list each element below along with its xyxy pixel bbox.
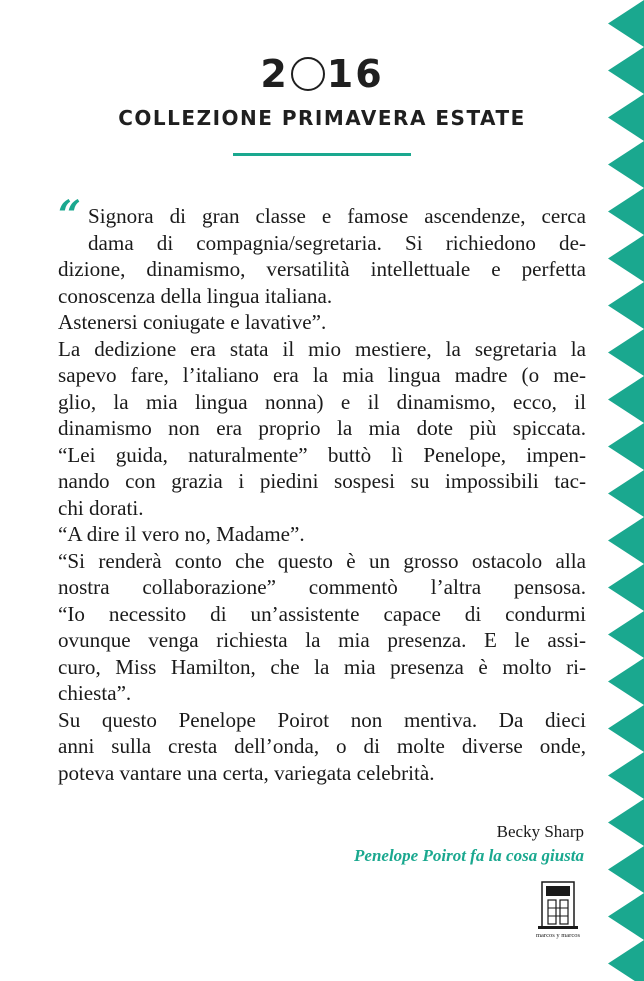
excerpt-line: La dedizione era stata il mio mestiere, la segretaria la [58, 336, 586, 361]
excerpt-line: nando con grazia i piedini sospesi su impossibili tac- [58, 469, 586, 493]
excerpt-line: chiesta”. [58, 681, 132, 705]
publisher-logo [530, 880, 586, 940]
excerpt-line: curo, Miss Hamilton, che la mia presenza è molto ri- [58, 654, 586, 679]
excerpt-line: nostra collaborazione” commentò l’altra pensosa. [58, 575, 586, 599]
excerpt-line: poteva vantare una certa, variegata celebrità. [58, 760, 435, 785]
title-divider [233, 153, 411, 156]
year-digit-right: 16 [326, 52, 384, 96]
collection-title: COLLEZIONE PRIMAVERA ESTATE [118, 106, 526, 130]
excerpt-line: glio, la mia lingua nonna) e il dinamismo, ecco, il [58, 389, 586, 414]
excerpt-line: “A dire il vero no, Madame”. [58, 522, 305, 546]
collection-year [0, 52, 644, 96]
excerpt-line: anni sulla cresta dell’onda, o di molte diverse onde, [58, 734, 586, 758]
year-digit-left: 2 [260, 52, 289, 96]
book-title: Penelope Poirot fa la cosa giusta [354, 846, 584, 865]
excerpt-line: conoscenza della lingua italiana. [58, 283, 333, 308]
zigzag-border [608, 0, 644, 981]
excerpt-line: ovunque venga richiesta la mia presenza. E le assi- [58, 628, 586, 652]
excerpt-line: “Lei guida, naturalmente” buttò lì Penelope, impen- [58, 442, 586, 467]
excerpt-text [58, 203, 586, 786]
excerpt-line: Su questo Penelope Poirot non mentiva. Da dieci [58, 707, 586, 732]
publisher-logo-text: marcos y marcos [535, 932, 581, 939]
excerpt-line: dinamismo non era proprio la mia dote più spiccata. [58, 416, 586, 440]
excerpt-line: dama di compagnia/segretaria. Si richiedono de- [88, 230, 586, 255]
excerpt-line: Signora di gran classe e famose ascendenze, cerca [88, 204, 586, 228]
excerpt-line: Astenersi coniugate e lavative”. [58, 310, 327, 334]
excerpt-line: sapevo fare, l’italiano era la mia lingua madre (o me- [58, 363, 586, 387]
excerpt-line: “Io necessito di un’assistente capace di condurmi [58, 601, 586, 626]
year-zero-circle [291, 57, 325, 91]
excerpt-line: chi dorati. [58, 495, 144, 520]
excerpt-line: dizione, dinamismo, versatilità intellettuale e perfetta [58, 257, 586, 281]
opening-quote-mark: “ [58, 192, 82, 239]
author-name: Becky Sharp [496, 822, 584, 841]
excerpt-line: “Si renderà conto che questo è un grosso ostacolo alla [58, 548, 586, 573]
